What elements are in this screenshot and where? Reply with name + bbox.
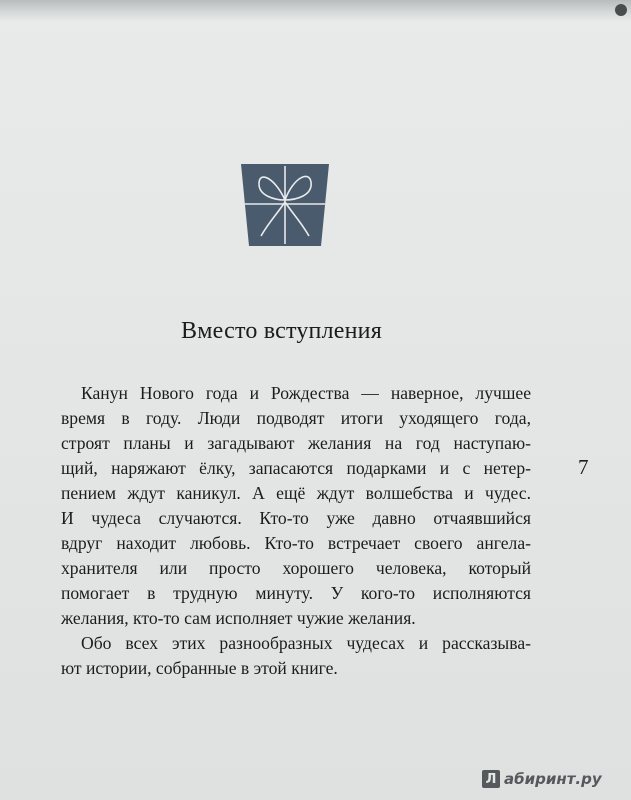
chapter-title: Вместо вступления xyxy=(181,318,382,344)
text-line: помогает в трудную минуту. У кого-то исполняются xyxy=(61,583,531,603)
paragraph-2 xyxy=(61,631,531,681)
text-line: время в году. Люди подводят итоги уходящего года, xyxy=(61,408,531,428)
gift-box-icon xyxy=(237,160,333,248)
text-line: хранителя или просто хорошего человека, который xyxy=(61,558,531,578)
watermark xyxy=(482,770,602,788)
text-line: И чудеса случаются. Кто-то уже давно отчаявшийся xyxy=(61,508,531,528)
text-line: строят планы и загадывают желания на год наступаю- xyxy=(61,433,531,453)
watermark-text: абиринт.ру xyxy=(504,770,602,788)
page-top-shadow xyxy=(0,0,631,22)
text-line: ют истории, собранные в этой книге. xyxy=(61,658,338,678)
text-line: пением ждут каникул. А ещё ждут волшебства и чудес. xyxy=(61,483,531,503)
text-line: щий, наряжают ёлку, запасаются подарками и с нетер- xyxy=(61,458,531,478)
text-line: вдруг находит любовь. Кто-то встречает своего ангела- xyxy=(61,533,531,553)
text-line: Канун Нового года и Рождества — наверное, лучшее xyxy=(81,383,531,403)
page-number: 7 xyxy=(578,455,589,479)
paragraph-1 xyxy=(61,381,531,631)
chapter-body xyxy=(61,381,531,681)
text-line: Обо всех этих разнообразных чудесах и рассказыва- xyxy=(81,633,531,653)
corner-mark xyxy=(615,4,627,16)
watermark-badge: Л xyxy=(482,770,500,788)
text-line: желания, кто-то сам исполняет чужие желания. xyxy=(61,608,416,628)
